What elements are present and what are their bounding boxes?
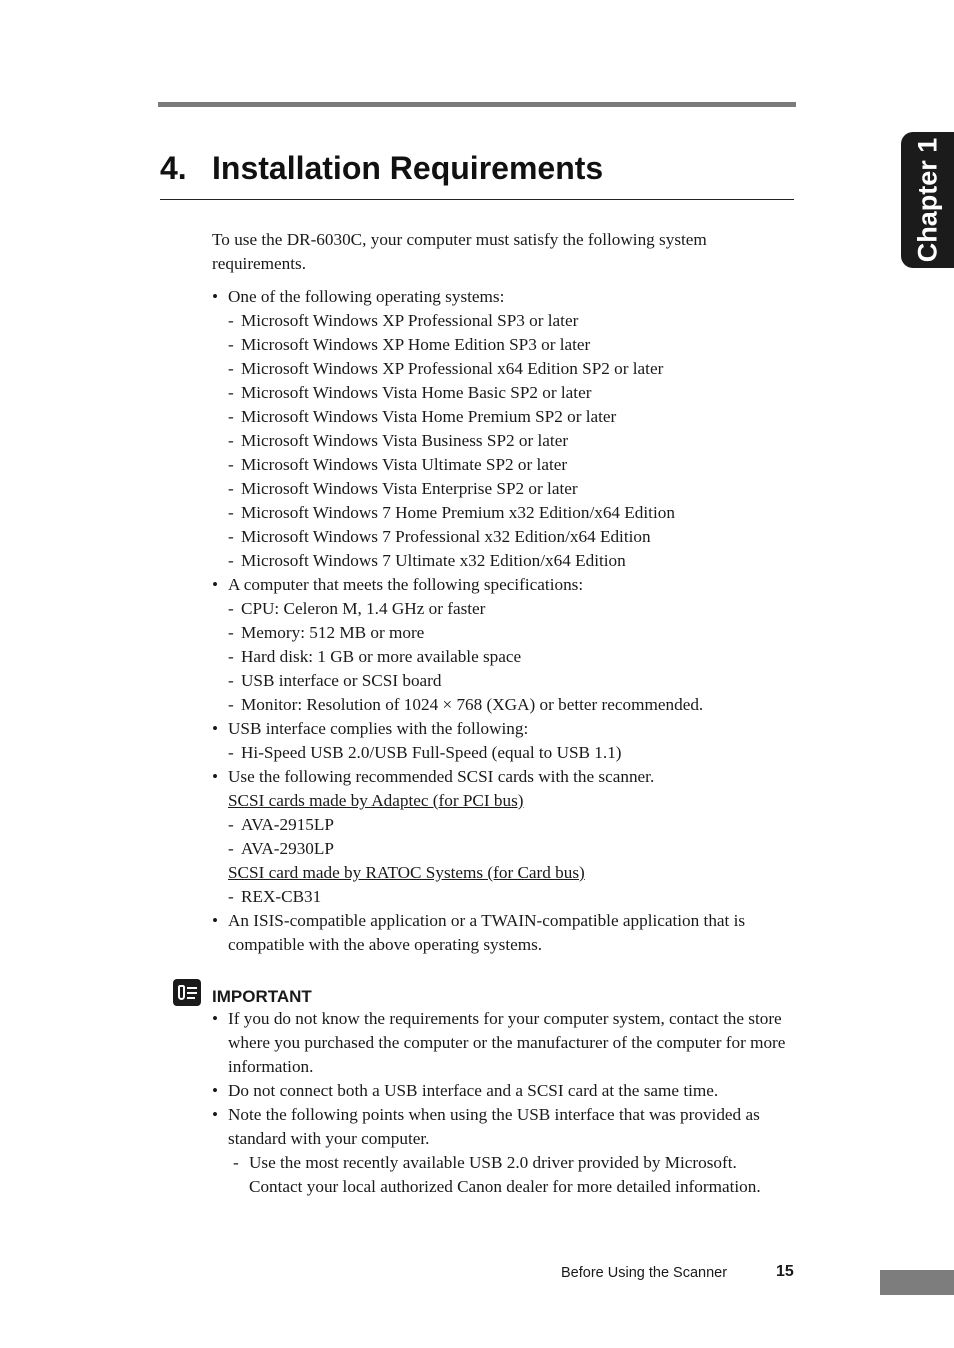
- page-number: 15: [776, 1263, 794, 1280]
- os-item: - Microsoft Windows Vista Home Basic SP2 or later: [212, 381, 792, 405]
- scsi-card-item: - REX-CB31: [212, 885, 792, 909]
- os-item: - Microsoft Windows 7 Ultimate x32 Edition/x64 Edition: [212, 549, 792, 573]
- top-divider: [158, 102, 796, 107]
- computer-spec-item: - Hard disk: 1 GB or more available space: [212, 645, 792, 669]
- page-title: [160, 146, 603, 190]
- computer-spec-item: - Monitor: Resolution of 1024 × 768 (XGA) or better recommended.: [212, 693, 792, 717]
- os-item: - Microsoft Windows XP Home Edition SP3 or later: [212, 333, 792, 357]
- os-item: - Microsoft Windows XP Professional x64 Edition SP2 or later: [212, 357, 792, 381]
- scsi-card-item: - AVA-2930LP: [212, 837, 792, 861]
- app-requirement-label: • An ISIS-compatible application or a TWAIN-compatible application that is compatible with the above operating systems.: [212, 909, 792, 957]
- usb-spec-item: - Hi-Speed USB 2.0/USB Full-Speed (equal to USB 1.1): [212, 741, 792, 765]
- ratoc-heading: SCSI card made by RATOC Systems (for Card bus): [228, 863, 585, 882]
- adaptec-heading: SCSI cards made by Adaptec (for PCI bus): [228, 791, 524, 810]
- important-sub-item: - Use the most recently available USB 2.0 driver provided by Microsoft. Contact your local authorized Canon dealer for more detailed information.: [212, 1151, 792, 1199]
- os-item: - Microsoft Windows 7 Home Premium x32 Edition/x64 Edition: [212, 501, 792, 525]
- footer-section-title: Before Using the Scanner: [561, 1265, 728, 1281]
- scsi-requirement-label: • Use the following recommended SCSI cards with the scanner.: [212, 765, 792, 789]
- computer-spec-item: - USB interface or SCSI board: [212, 669, 792, 693]
- important-heading: IMPORTANT: [212, 987, 312, 1006]
- section-number: 4.: [160, 150, 187, 186]
- os-item: - Microsoft Windows XP Professional SP3 or later: [212, 309, 792, 333]
- chapter-tab: [901, 132, 954, 268]
- os-requirement-label: • One of the following operating systems:: [212, 285, 792, 309]
- page-edge-tab: [880, 1270, 954, 1295]
- scsi-card-item: - AVA-2915LP: [212, 813, 792, 837]
- important-list: [212, 1007, 792, 1199]
- os-item: - Microsoft Windows 7 Professional x32 Edition/x64 Edition: [212, 525, 792, 549]
- important-item: • Do not connect both a USB interface and a SCSI card at the same time.: [212, 1079, 792, 1103]
- section-title: Installation Requirements: [212, 150, 604, 186]
- computer-requirement-label: • A computer that meets the following specifications:: [212, 573, 792, 597]
- main-content: [212, 228, 792, 957]
- os-item: - Microsoft Windows Vista Business SP2 or later: [212, 429, 792, 453]
- chapter-tab-label: Chapter 1: [912, 137, 942, 263]
- computer-spec-item: - CPU: Celeron M, 1.4 GHz or faster: [212, 597, 792, 621]
- important-item: • Note the following points when using the USB interface that was provided as standard with your computer.: [212, 1103, 792, 1151]
- computer-spec-item: - Memory: 512 MB or more: [212, 621, 792, 645]
- requirements-list: [212, 285, 792, 957]
- intro-paragraph: To use the DR-6030C, your computer must satisfy the following system requirements.: [212, 230, 707, 273]
- important-note-icon: [173, 979, 201, 1006]
- usb-requirement-label: • USB interface complies with the following:: [212, 717, 792, 741]
- os-item: - Microsoft Windows Vista Enterprise SP2 or later: [212, 477, 792, 501]
- os-item: - Microsoft Windows Vista Ultimate SP2 or later: [212, 453, 792, 477]
- os-item: - Microsoft Windows Vista Home Premium SP2 or later: [212, 405, 792, 429]
- title-underline: [160, 199, 794, 200]
- important-item: • If you do not know the requirements for your computer system, contact the store where you purchased the computer or the manufacturer of the computer for more information.: [212, 1007, 792, 1079]
